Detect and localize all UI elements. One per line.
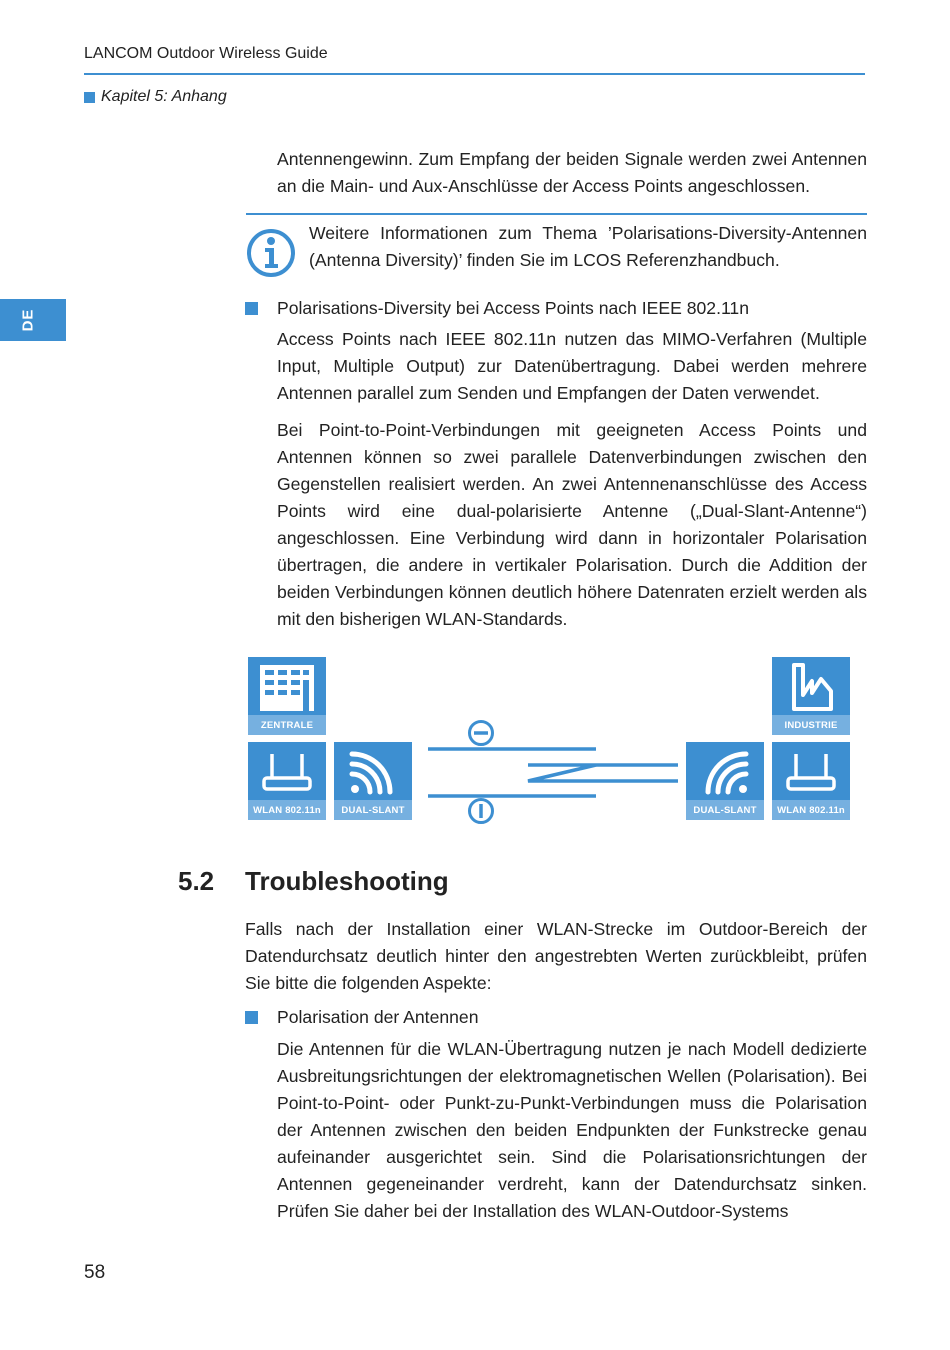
paragraph: Access Points nach IEEE 802.11n nutzen das MIMO-Verfahren (Multiple Input, Multiple Output) zur Datenübertragung. Dabei werden mehrere Antennen parallel zum Senden und Empfangen der Daten verwendet. bbox=[277, 329, 867, 403]
list-item-label: Polarisations-Diversity bei Access Points nach IEEE 802.11n bbox=[277, 298, 750, 318]
chapter-label bbox=[84, 88, 227, 106]
chapter-text: Kapitel 5: Anhang bbox=[101, 88, 227, 105]
industrie-tile bbox=[772, 657, 850, 735]
language-tab-label: DE bbox=[19, 308, 37, 332]
language-tab bbox=[0, 299, 66, 341]
paragraph: Die Antennen für die WLAN-Übertragung nutzen je nach Modell dedizierte Ausbreitungsrichtungen der elektromagnetischen Wellen (Polarisation). Bei Point-to-Point- oder Punkt-zu-Punkt-Verbindungen muss die Polarisation der Antennen zwischen den beiden Endpunkten der Funkstrecke genau aufeinander ausgerichtet sein. Sind die Polarisationsrichtungen der Antennen gegeneinander verdreht, kann der Datendurchsatz sinken. Prüfen Sie daher bei der Installation des WLAN-Outdoor-Systems bbox=[277, 1039, 867, 1221]
tile-label: WLAN 802.11n bbox=[772, 800, 850, 820]
page-number: 58 bbox=[84, 1262, 106, 1283]
dual-slant-tile bbox=[334, 742, 412, 820]
tile-label: ZENTRALE bbox=[248, 715, 326, 735]
info-note: Weitere Informationen zum Thema ’Polarisations-Diversity-Antennen (Antenna Diversity)’ finden Sie im LCOS Referenzhandbuch. bbox=[309, 223, 867, 270]
horizontal-polarization-icon bbox=[470, 722, 493, 745]
tile-label: INDUSTRIE bbox=[772, 715, 850, 735]
section-title: Troubleshooting bbox=[245, 866, 449, 896]
tile-label: DUAL-SLANT bbox=[686, 800, 764, 820]
info-divider bbox=[246, 213, 867, 215]
tile-label: DUAL-SLANT bbox=[334, 800, 412, 820]
square-bullet-icon bbox=[84, 92, 95, 103]
router-icon bbox=[772, 742, 850, 800]
zentrale-tile bbox=[248, 657, 326, 735]
list-item bbox=[245, 295, 749, 322]
wlan-router-tile bbox=[772, 742, 850, 820]
document-title: LANCOM Outdoor Wireless Guide bbox=[84, 45, 328, 62]
list-item-label: Polarisation der Antennen bbox=[277, 1007, 479, 1027]
wifi-signal-icon bbox=[686, 742, 764, 800]
factory-icon bbox=[772, 657, 850, 715]
list-item bbox=[245, 1004, 479, 1031]
router-icon bbox=[248, 742, 326, 800]
paragraph: Antennengewinn. Zum Empfang der beiden Signale werden zwei Antennen an die Main- und Aux-Anschlüsse der Access Points angeschlossen. bbox=[277, 149, 867, 196]
wlan-router-tile bbox=[248, 742, 326, 820]
dual-slant-tile bbox=[686, 742, 764, 820]
info-icon bbox=[246, 228, 296, 278]
paragraph: Falls nach der Installation einer WLAN-Strecke im Outdoor-Bereich der Datendurchsatz deutlich hinter den angestrebten Werten zurückbleibt, prüfen Sie bitte die folgenden Aspekte: bbox=[245, 919, 867, 993]
paragraph: Bei Point-to-Point-Verbindungen mit geeigneten Access Points und Antennen können so zwei parallele Datenverbindungen zwischen den Gegenstellen realisiert werden. An zwei Antennenanschlüsse des Access Points wird eine dual-polarisierte Antenne („Dual-Slant-Antenne“) angeschlossen. Eine Verbindung wird dann in horizontaler Polarisation übertragen, die andere in vertikaler Polarisation. Durch die Addition der beiden Verbindungen können deutlich höhere Datenraten erzielt werden als mit den bisherigen WLAN-Standards. bbox=[277, 420, 867, 629]
tile-label: WLAN 802.11n bbox=[248, 800, 326, 820]
wifi-signal-icon bbox=[334, 742, 412, 800]
header-divider bbox=[84, 73, 865, 75]
radio-link-lines bbox=[420, 715, 690, 827]
section-number: 5.2 bbox=[178, 866, 215, 896]
vertical-polarization-icon bbox=[470, 800, 493, 823]
building-icon bbox=[248, 657, 326, 715]
square-bullet-icon bbox=[245, 302, 258, 315]
square-bullet-icon bbox=[245, 1011, 258, 1024]
